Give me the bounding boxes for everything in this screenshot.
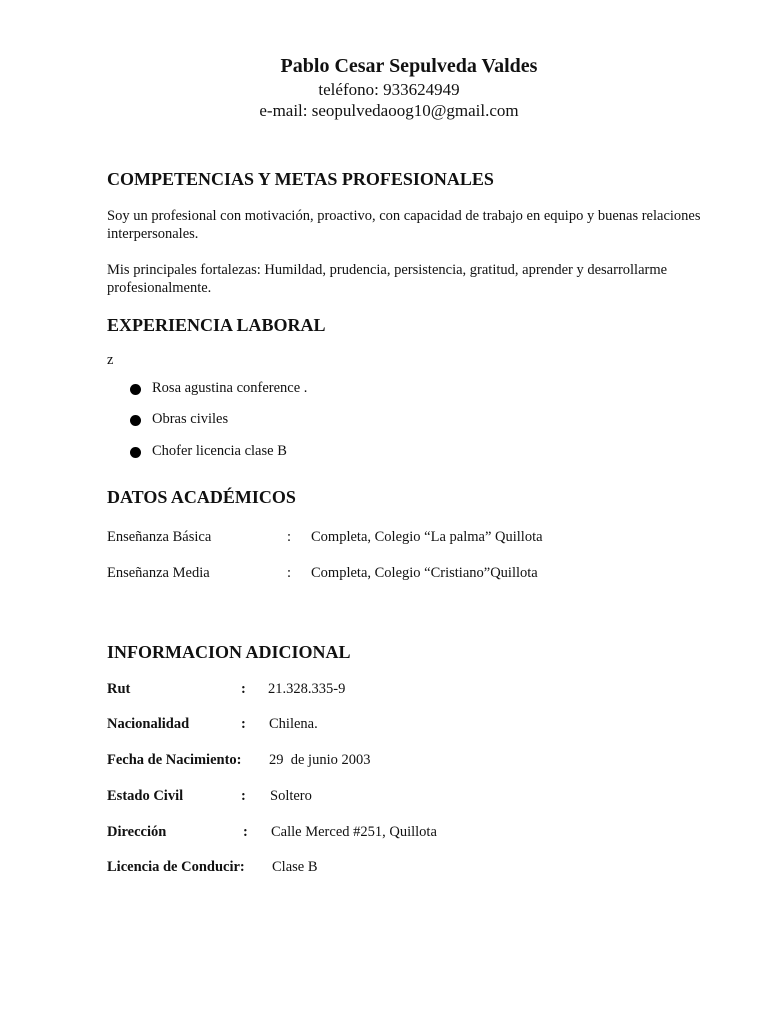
info-label-nacionalidad: Nacionalidad [107, 716, 190, 732]
experience-item: Chofer licencia clase B [152, 443, 287, 459]
info-separator: : [241, 681, 246, 697]
info-value-estado-civil: Soltero [270, 788, 312, 804]
competencias-paragraph-2: Mis principales fortalezas: Humildad, prudencia, persistencia, gratitud, aprender y desarrollarme profesionalmente. [107, 262, 668, 296]
bullet-icon [130, 447, 141, 458]
competencias-paragraph-1: Soy un profesional con motivación, proactivo, con capacidad de trabajo en equipo y buenas relaciones interpersonales. [107, 208, 701, 242]
info-separator: : [243, 824, 248, 840]
candidate-name: Pablo Cesar Sepulveda Valdes [280, 55, 538, 77]
info-value-nacionalidad: Chilena. [269, 716, 318, 732]
info-label-rut: Rut [107, 681, 131, 697]
academic-separator: : [287, 565, 292, 581]
academic-value: Completa, Colegio “Cristiano”Quillota [311, 565, 538, 581]
experience-item: Rosa agustina conference . [152, 380, 308, 396]
academic-label: Enseñanza Básica [107, 529, 212, 545]
academic-label: Enseñanza Media [107, 565, 210, 581]
academic-separator: : [287, 529, 292, 545]
stray-character: z [107, 352, 114, 368]
info-value-direccion: Calle Merced #251, Quillota [271, 824, 437, 840]
section-title-competencias: COMPETENCIAS Y METAS PROFESIONALES [107, 169, 494, 189]
experience-item: Obras civiles [152, 411, 229, 427]
academic-value: Completa, Colegio “La palma” Quillota [311, 529, 543, 545]
info-value-fecha-nacimiento: 29 de junio 2003 [269, 752, 371, 768]
section-title-experiencia: EXPERIENCIA LABORAL [107, 315, 326, 335]
info-label-direccion: Dirección [107, 824, 167, 840]
bullet-icon [130, 384, 141, 395]
info-label-licencia: Licencia de Conducir: [107, 859, 245, 875]
section-title-academicos: DATOS ACADÉMICOS [107, 487, 296, 507]
info-separator: : [241, 716, 246, 732]
bullet-icon [130, 415, 141, 426]
phone-line: teléfono: 933624949 [318, 80, 460, 99]
info-separator: : [241, 788, 246, 804]
section-title-adicional: INFORMACION ADICIONAL [107, 642, 351, 662]
info-label-estado-civil: Estado Civil [107, 788, 184, 804]
info-value-licencia: Clase B [272, 859, 318, 875]
info-label-fecha-nacimiento: Fecha de Nacimiento: [107, 752, 242, 768]
email-line: e-mail: seopulvedaoog10@gmail.com [259, 101, 519, 120]
info-value-rut: 21.328.335-9 [268, 681, 346, 697]
